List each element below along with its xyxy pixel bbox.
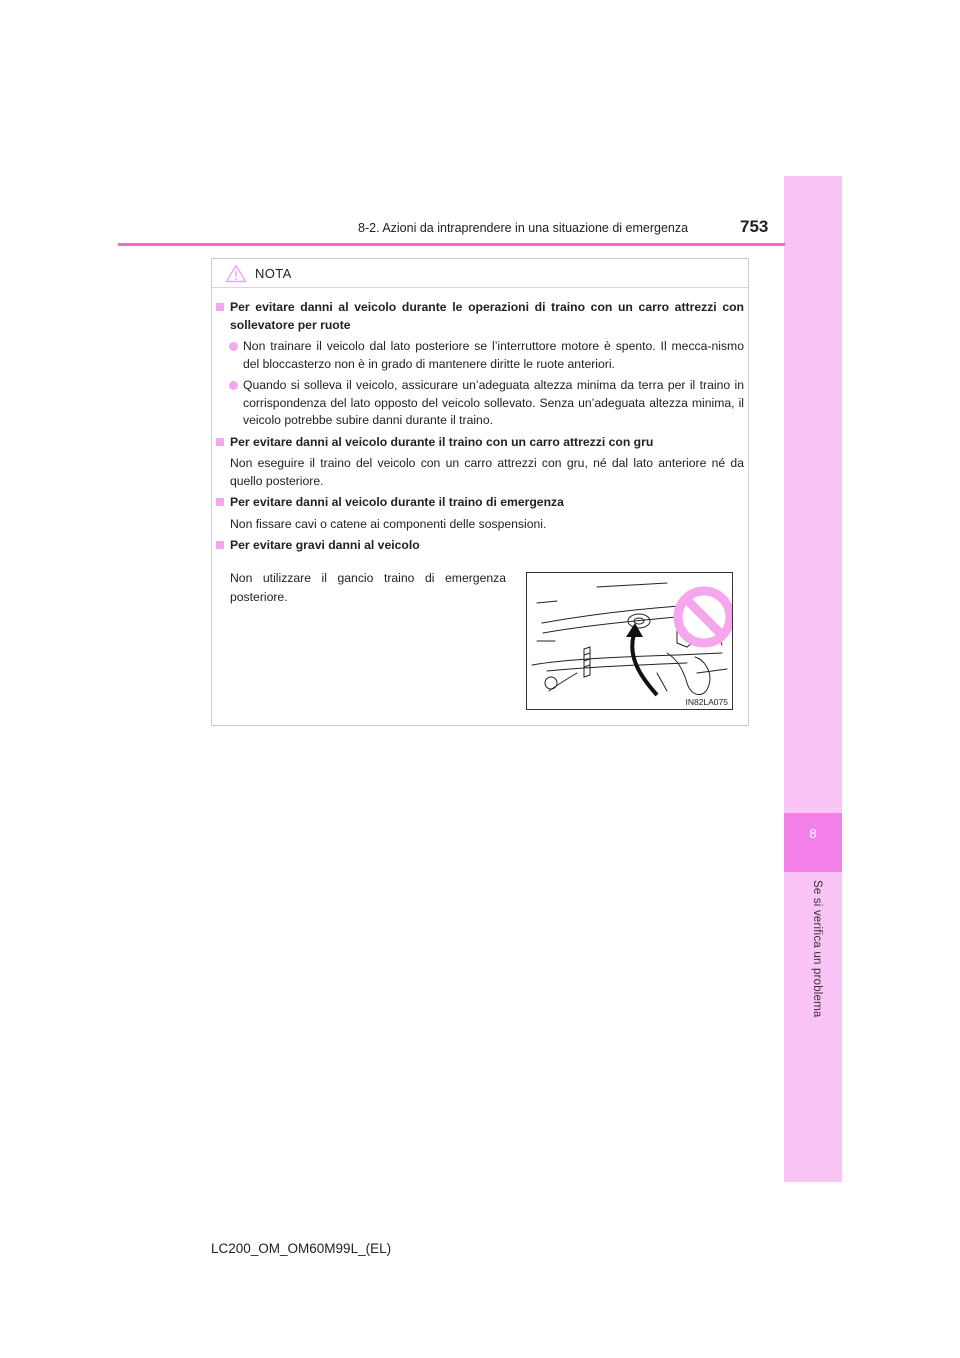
figure-caption-text: Non utilizzare il gancio traino di emergenza posteriore. <box>230 571 506 604</box>
section-heading <box>216 434 744 452</box>
square-bullet-icon <box>216 438 224 446</box>
chapter-number-tab <box>784 813 842 872</box>
list-item <box>216 338 744 373</box>
heading-text: Per evitare danni al veicolo durante il traino di emergenza <box>230 495 564 509</box>
square-bullet-icon <box>216 498 224 506</box>
section-header: 8-2. Azioni da intraprendere in una situazione di emergenza <box>358 221 689 235</box>
heading-text: Per evitare gravi danni al veicolo <box>230 538 420 552</box>
notice-title-bar <box>212 259 748 288</box>
round-bullet-icon <box>229 342 238 351</box>
header-divider <box>118 243 785 246</box>
heading-text: Per evitare danni al veicolo durante il traino con un carro attrezzi con gru <box>230 434 654 449</box>
tow-hook-illustration <box>526 572 733 710</box>
model-code-footer: LC200_OM_OM60M99L_(EL) <box>211 1241 392 1256</box>
list-item-text: Non trainare il veicolo dal lato posteriore se l’interruttore motore è spento. Il mecca-nismo del bloccasterzo non è in grado di mantenere diritte le ruote anteriori. <box>243 339 744 371</box>
page-number: 753 <box>740 217 769 236</box>
section-heading <box>216 537 744 555</box>
figure-code: IN82LA075 <box>685 697 728 707</box>
section-paragraph: Non eseguire il traino del veicolo con un carro attrezzi con gru, né dal lato anteriore né da quello posteriore. <box>230 456 744 488</box>
vehicle-underside-drawing <box>527 573 732 709</box>
heading-text: Per evitare danni al veicolo durante le operazioni di traino con un carro attrezzi con sollevatore per ruote <box>230 300 744 332</box>
chapter-side-tab <box>784 176 842 1182</box>
list-item <box>216 377 744 430</box>
square-bullet-icon <box>216 303 224 311</box>
section-heading <box>216 494 744 512</box>
section-paragraph: Non fissare cavi o catene ai componenti delle sospensioni. <box>230 516 547 531</box>
section-heading <box>216 299 744 334</box>
list-item-text: Quando si solleva il veicolo, assicurare un’adeguata altezza minima da terra per il traino in corrispondenza del lato opposto del veicolo sollevato. Senza un’adeguata altezza minima, il veicolo potrebbe subire danni durante il traino. <box>243 378 744 427</box>
chapter-number: 8 <box>809 826 817 841</box>
chapter-title: Se si verifica un problema <box>811 880 823 1018</box>
round-bullet-icon <box>229 381 238 390</box>
notice-content <box>216 299 744 559</box>
notice-box <box>211 258 749 726</box>
warning-triangle-icon <box>225 264 247 283</box>
notice-title: NOTA <box>255 266 292 281</box>
square-bullet-icon <box>216 541 224 549</box>
